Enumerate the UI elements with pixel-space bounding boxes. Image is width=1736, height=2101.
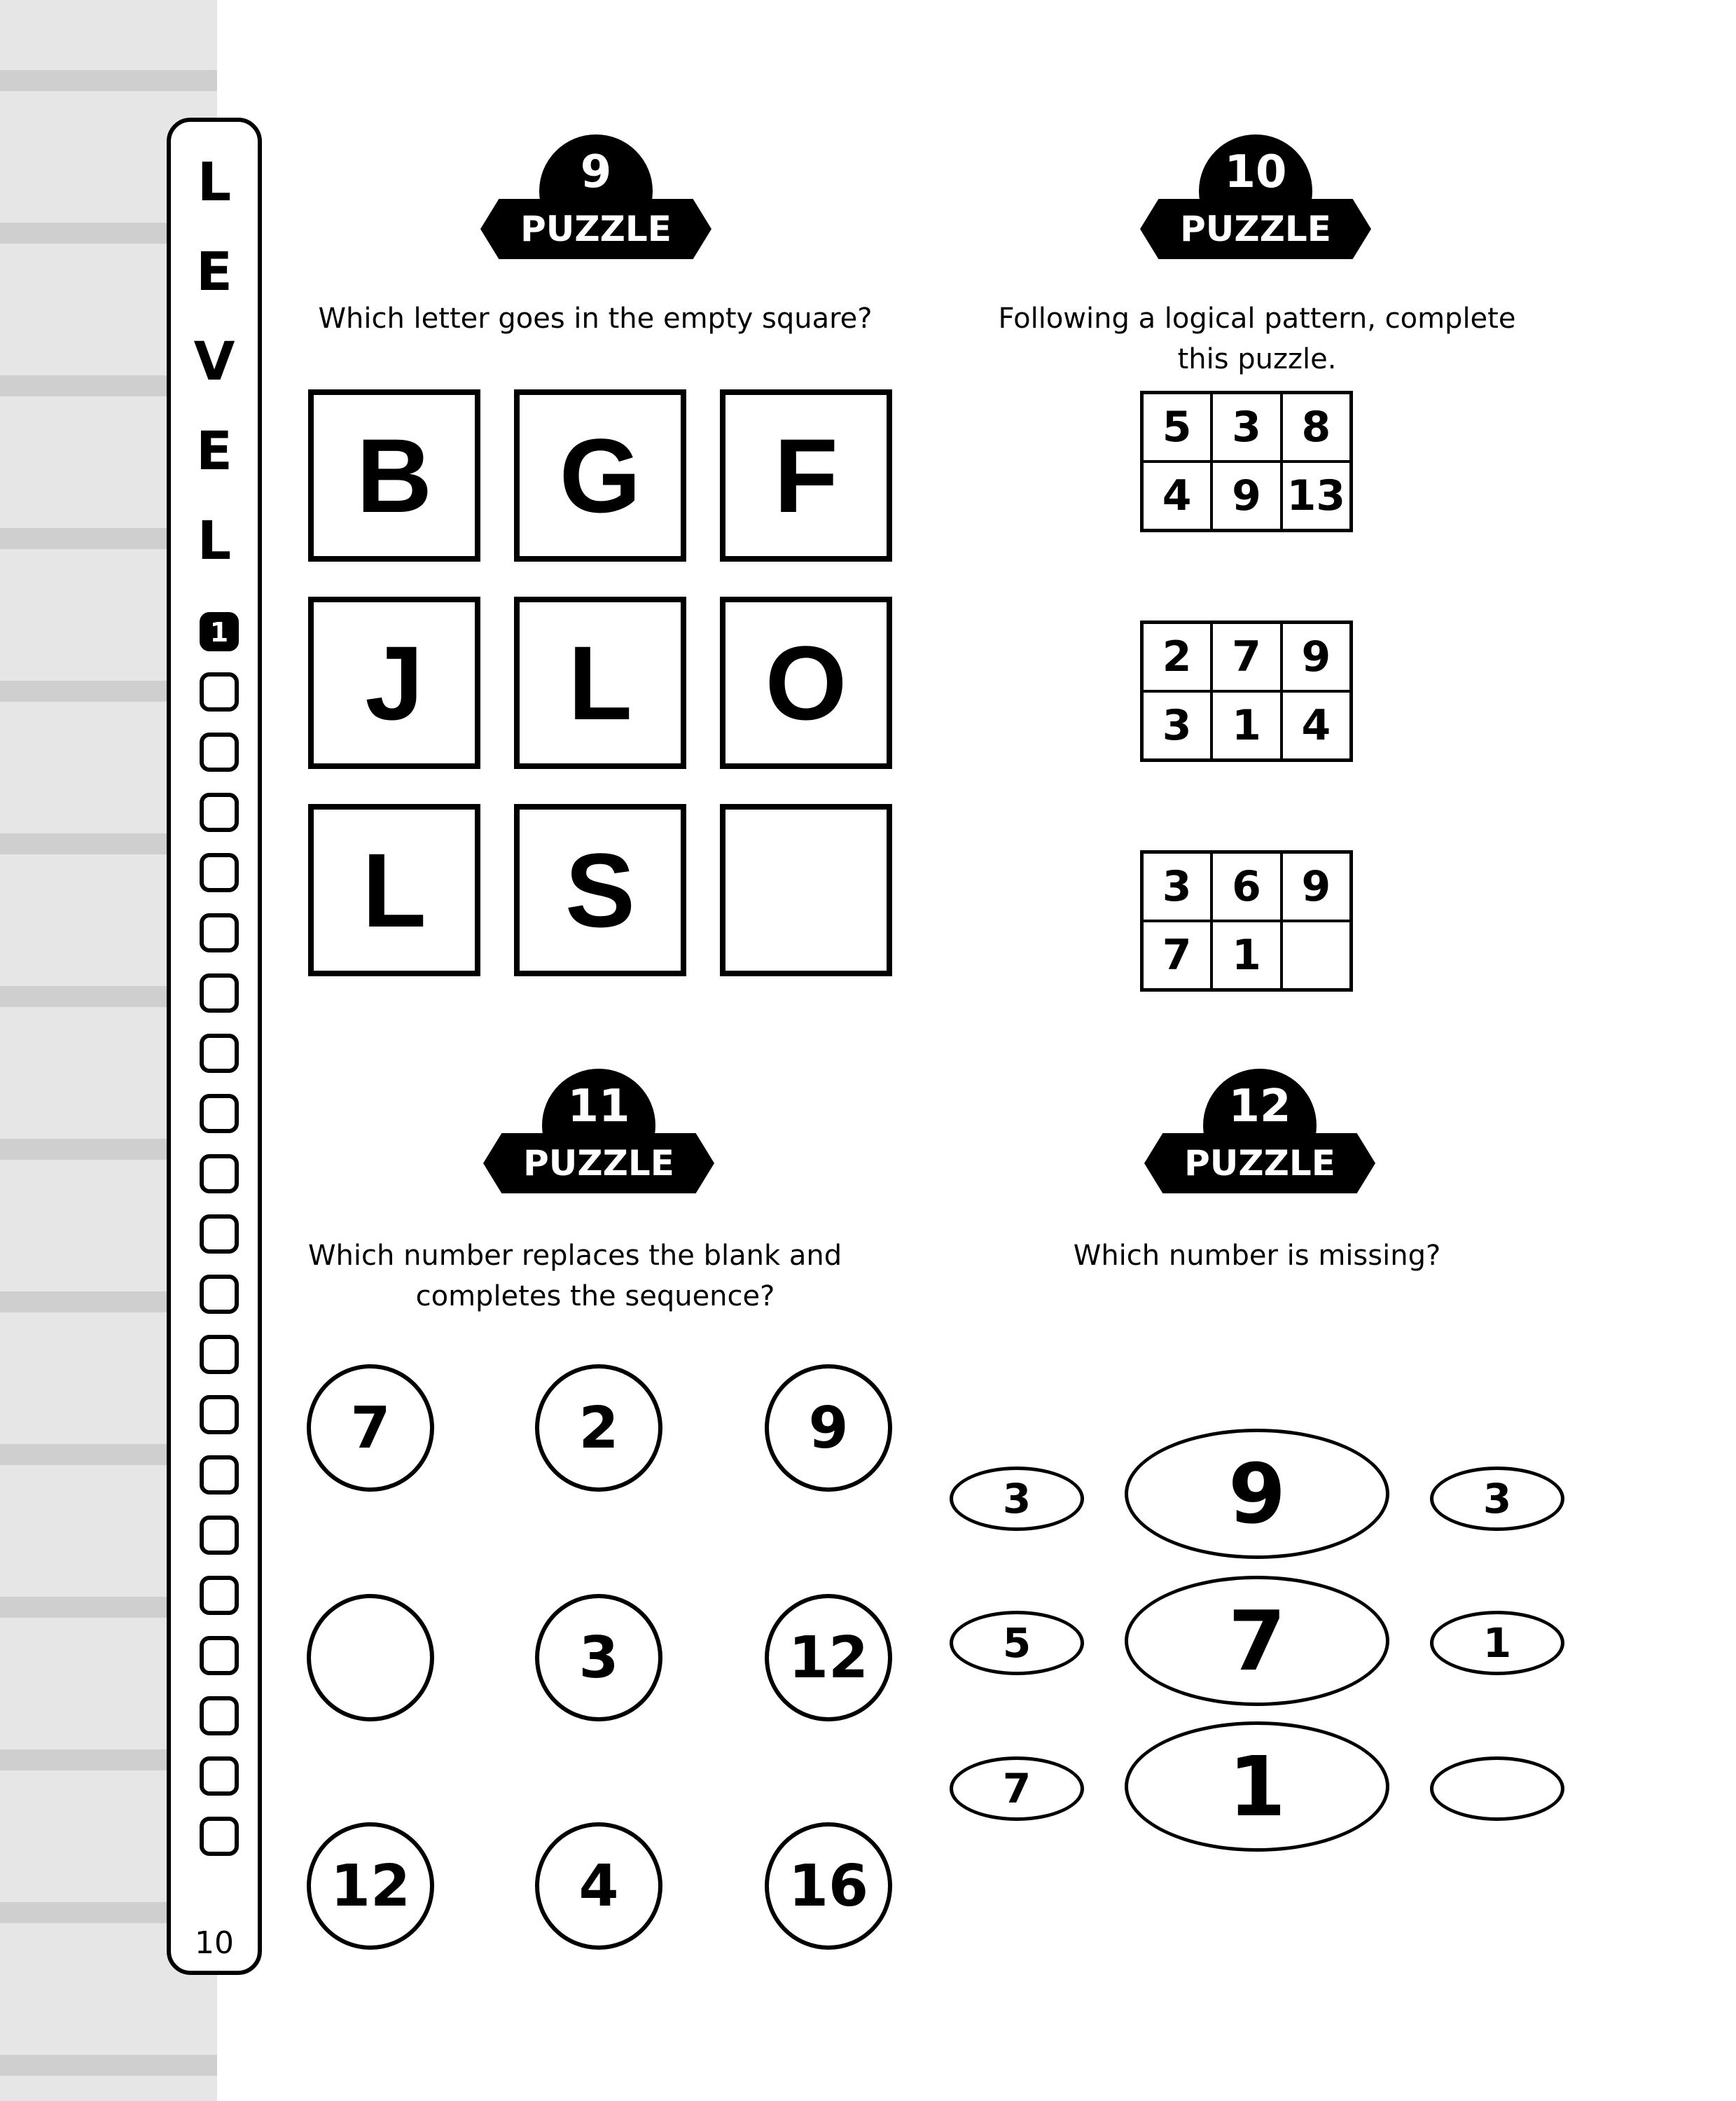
grid-cell: 3: [1211, 393, 1281, 462]
level-progress-box[interactable]: [200, 1516, 239, 1555]
level-progress-box[interactable]: [200, 1696, 239, 1735]
grid-cell: 1: [1211, 691, 1281, 760]
oval-center: 1: [1125, 1721, 1389, 1852]
letter-square: G: [514, 389, 686, 562]
level-progress-box[interactable]: [200, 1214, 239, 1254]
puzzle-label: PUZZLE: [523, 1143, 674, 1184]
number-grid: [1140, 620, 1353, 762]
letter-square: J: [308, 597, 480, 769]
level-bar: [167, 118, 262, 1975]
puzzle-9-question: Which letter goes in the empty square?: [318, 303, 873, 335]
level-progress-box[interactable]: [200, 1094, 239, 1133]
number-grid: [1140, 391, 1353, 532]
level-progress-box[interactable]: [200, 1275, 239, 1314]
puzzle-number: 9: [580, 146, 612, 198]
level-progress-box[interactable]: [200, 1395, 239, 1434]
level-progress-box[interactable]: [200, 973, 239, 1013]
oval-right: 3: [1430, 1466, 1564, 1531]
letter-square-empty[interactable]: [720, 804, 892, 976]
sequence-circle: 7: [307, 1364, 434, 1492]
letter-square: O: [720, 597, 892, 769]
level-progress-box[interactable]: [200, 1455, 239, 1495]
grid-cell: 3: [1142, 691, 1211, 760]
letter-square: F: [720, 389, 892, 562]
level-progress-box[interactable]: [200, 1335, 239, 1374]
oval-left: 7: [950, 1756, 1084, 1821]
grid-cell: 3: [1142, 852, 1211, 921]
puzzle-12-badge: [1144, 1069, 1375, 1202]
puzzle-10-question-line2: this puzzle.: [1177, 343, 1337, 375]
grid-cell-empty[interactable]: [1282, 921, 1351, 990]
level-progress-box[interactable]: [200, 1576, 239, 1615]
oval-left: 5: [950, 1611, 1084, 1675]
puzzle-10-question-line1: Following a logical pattern, complete: [998, 303, 1516, 335]
grid-cell: 9: [1282, 623, 1351, 691]
grid-cell: 1: [1211, 921, 1281, 990]
grid-cell: 4: [1142, 462, 1211, 530]
level-progress-box[interactable]: [200, 793, 239, 832]
sequence-circle: 16: [765, 1822, 892, 1950]
level-progress-box[interactable]: [200, 1154, 239, 1193]
sequence-circle: 12: [307, 1822, 434, 1950]
letter-square: L: [514, 597, 686, 769]
puzzle-label: PUZZLE: [1180, 209, 1331, 249]
puzzle-12-question: Which number is missing?: [1073, 1240, 1441, 1272]
level-letter: L: [197, 509, 232, 571]
letter-square: L: [308, 804, 480, 976]
level-progress-box[interactable]: [200, 1756, 239, 1796]
level-letter: L: [197, 151, 232, 213]
puzzle-number: 12: [1228, 1081, 1291, 1132]
puzzle-10-badge: [1140, 134, 1371, 268]
level-progress-box[interactable]: [200, 853, 239, 892]
grid-cell: 9: [1282, 852, 1351, 921]
oval-left: 3: [950, 1466, 1084, 1531]
sequence-circle: 12: [765, 1594, 892, 1721]
oval-right-empty[interactable]: [1430, 1756, 1564, 1821]
level-progress-box[interactable]: [200, 1817, 239, 1856]
page-number: 10: [195, 1925, 234, 1961]
number-grid: [1140, 850, 1353, 992]
puzzle-label: PUZZLE: [520, 209, 672, 249]
sequence-circle: 2: [535, 1364, 662, 1492]
sequence-circle: 4: [535, 1822, 662, 1950]
level-progress-box[interactable]: [200, 672, 239, 712]
grid-cell: 13: [1282, 462, 1351, 530]
sequence-circle: 3: [535, 1594, 662, 1721]
grid-cell: 5: [1142, 393, 1211, 462]
grid-cell: 9: [1211, 462, 1281, 530]
letter-square: S: [514, 804, 686, 976]
grid-cell: 7: [1211, 623, 1281, 691]
level-progress-box[interactable]: [200, 1034, 239, 1073]
sequence-circle: 9: [765, 1364, 892, 1492]
level-progress-box[interactable]: [200, 733, 239, 772]
level-progress-box[interactable]: [200, 913, 239, 952]
level-letter: E: [196, 419, 232, 482]
puzzle-11-question-line2: completes the sequence?: [415, 1280, 775, 1312]
puzzle-number: 11: [567, 1081, 630, 1132]
oval-right: 1: [1430, 1611, 1564, 1675]
grid-cell: 4: [1282, 691, 1351, 760]
sequence-circle-empty[interactable]: [307, 1594, 434, 1721]
level-progress-box[interactable]: [200, 1636, 239, 1675]
puzzle-label: PUZZLE: [1184, 1143, 1335, 1184]
level-letter: V: [193, 330, 235, 392]
puzzle-11-badge: [483, 1069, 714, 1202]
grid-cell: 8: [1282, 393, 1351, 462]
level-progress-current: 1: [200, 612, 239, 651]
grid-cell: 6: [1211, 852, 1281, 921]
grid-cell: 2: [1142, 623, 1211, 691]
grid-cell: 7: [1142, 921, 1211, 990]
letter-square: B: [308, 389, 480, 562]
oval-center: 7: [1125, 1576, 1389, 1706]
level-letter: E: [196, 240, 232, 303]
oval-center: 9: [1125, 1429, 1389, 1559]
puzzle-number: 10: [1224, 146, 1287, 198]
puzzle-11-question-line1: Which number replaces the blank and: [308, 1240, 842, 1272]
puzzle-9-badge: [480, 134, 711, 268]
